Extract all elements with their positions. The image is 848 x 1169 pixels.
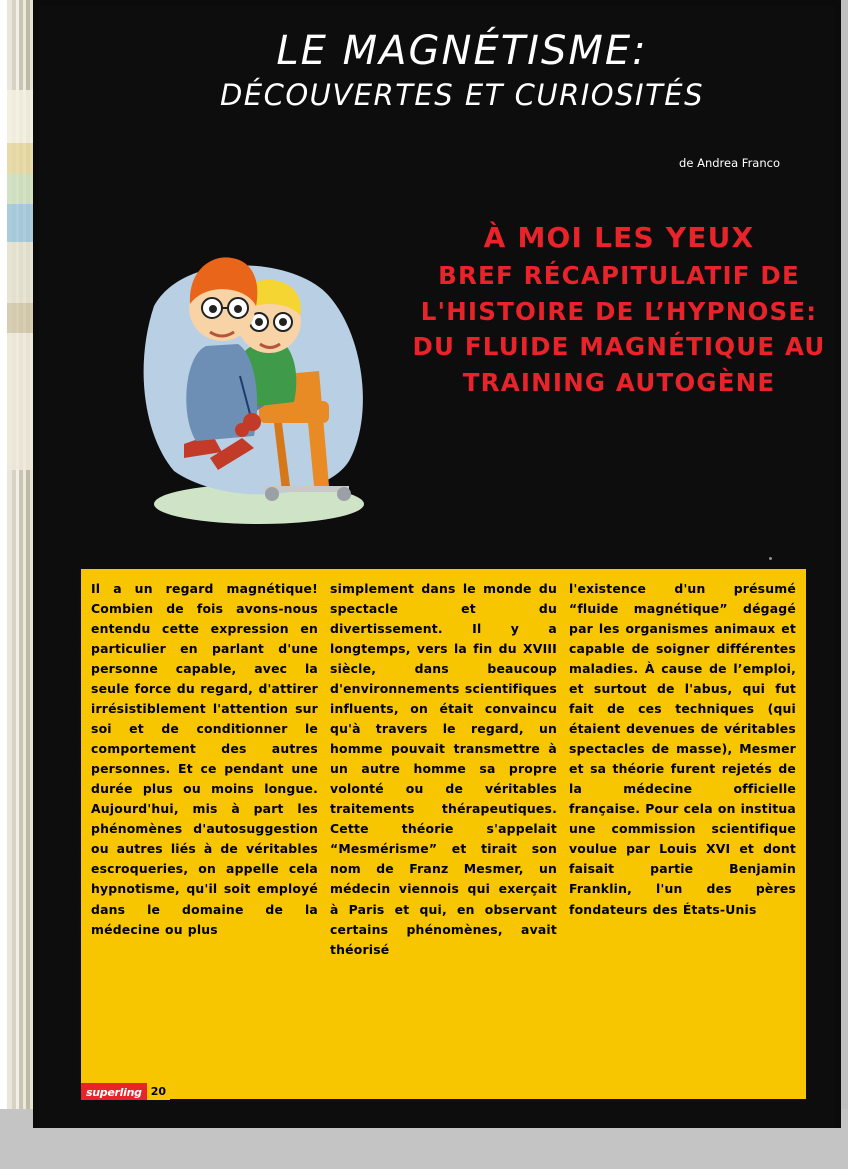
headline-line-1: À MOI LES YEUX [483, 221, 755, 254]
title-line-2: DÉCOUVERTES ET CURIOSITÉS [219, 78, 705, 112]
article-body [81, 569, 806, 1099]
registration-dot [769, 557, 772, 560]
article-column-2-text: simplement dans le monde du spectacle et du divertissement. Il y a longtemps, vers la fin du XVIII siècle, dans beaucoup d'environnements scientifiques influents, on était convaincu qu'à travers le regard, un homme pouvait transmettre à un autre homme sa propre volonté ou de véritables traitements thérapeutiques. Cette théorie s'appelait “Mesmérisme” et tirait son nom de Franz Mesmer, un médecin viennois qui exerçait à Paris et qui, en observant certains phénomènes, avait théorisé [330, 581, 557, 957]
title-line-1: LE MAGNÉTISME: [276, 28, 648, 74]
byline: de Andrea Franco [679, 156, 780, 170]
headline-line-3: L'HISTOIRE DE L’HYPNOSE: [420, 296, 818, 326]
page-edge-strip [0, 0, 7, 1169]
hypnosis-illustration [114, 186, 389, 536]
article-column-1 [91, 579, 318, 1095]
article-headline [399, 221, 839, 397]
magazine-logo: superling [81, 1083, 147, 1100]
headline-line-2: BREF RÉCAPITULATIF DE [438, 261, 800, 290]
article-column-2 [330, 579, 557, 1095]
page-number: 20 [147, 1083, 170, 1100]
headline-line-5: TRAINING AUTOGÈNE [462, 367, 776, 397]
page-right-margin [841, 0, 848, 1169]
article-column-3-text: l'existence d'un présumé “fluide magnétique” dégagé par les organismes animaux et capable de soigner différentes maladies. À cause de l’emploi, et surtout de l'abus, qui fut fait de ces techniques (qui étaient devenues de véritables spectacles de masse), Mesmer et sa théorie furent rejetés de la médecine officielle française. Pour cela on institua une commission scientifique voulue par Louis XVI et dont faisait partie Benjamin Franklin, l'un des pères fondateurs des États-Unis [569, 581, 796, 917]
footer-badge [81, 1083, 170, 1100]
article-column-1-text: Il a un regard magnétique! Combien de fois avons-nous entendu cette expression en particulier en parlant d'une personne capable, avec la seule force du regard, d'attirer irrésistiblement l'attention sur soi et de conditionner le comportement des autres personnes. Et ce pendant une durée plus ou moins longue. Aujourd'hui, mis à part les phénomènes d'autosuggestion ou autres liés à de véritables escroqueries, on appelle cela hypnotisme, qu'il soit employé dans le domaine de la médecine ou plus [91, 581, 318, 937]
page-title [39, 30, 825, 113]
magazine-sheet-inner [39, 6, 835, 1128]
page-edge-color-bleed [7, 90, 33, 470]
article-column-3 [569, 579, 796, 1095]
magazine-sheet [33, 0, 841, 1128]
headline-line-4: DU FLUIDE MAGNÉTIQUE AU [412, 332, 826, 361]
